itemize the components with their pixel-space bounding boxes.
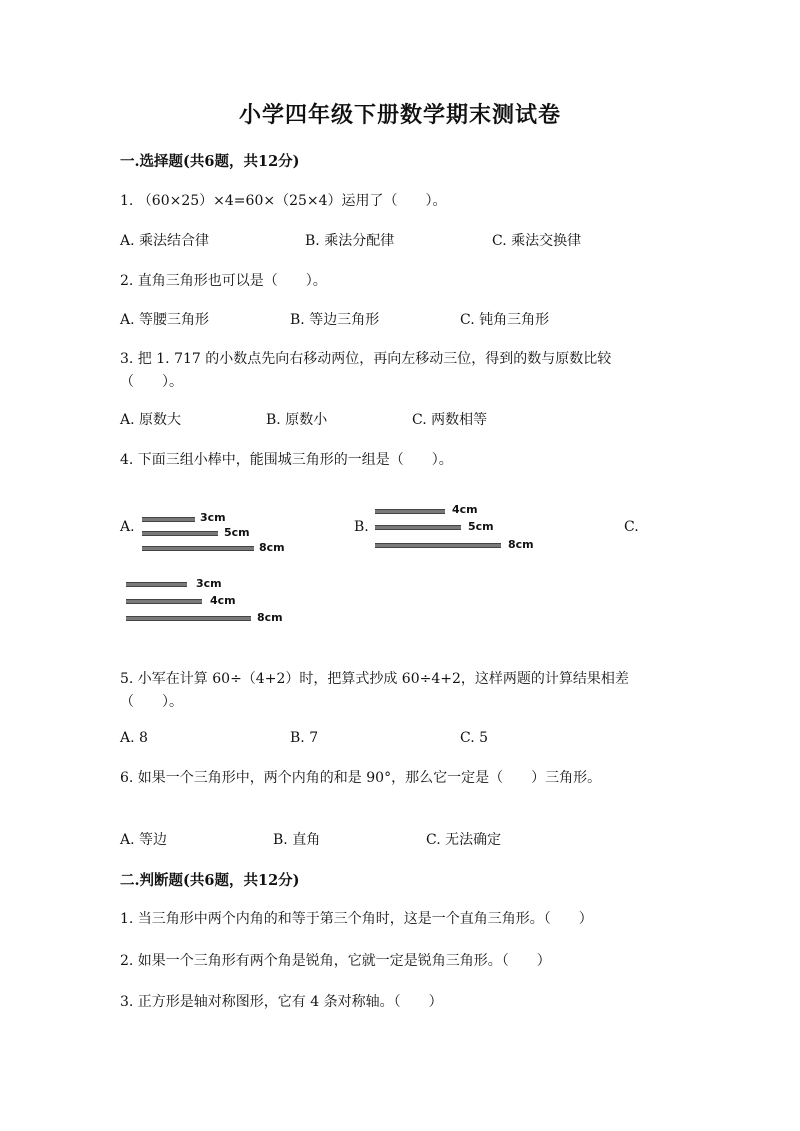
q5-option-a: A. 8: [120, 730, 148, 746]
stick-b-2: [375, 525, 461, 530]
stick-a-3-label: 8cm: [259, 541, 285, 554]
q6-option-c: C. 无法确定: [426, 832, 502, 848]
stick-c-3-label: 8cm: [257, 611, 283, 624]
stick-c-1-label: 3cm: [196, 577, 222, 590]
q4-option-b: B.: [354, 519, 369, 535]
q2-option-c: C. 钝角三角形: [460, 312, 550, 328]
question-2-text: 2. 直角三角形也可以是（ ）。: [120, 273, 327, 289]
stick-a-1: [142, 517, 195, 522]
stick-c-2: [126, 599, 202, 604]
stick-c-3: [126, 616, 251, 621]
question-3-text-line1: 3. 把 1. 717 的小数点先向右移动两位，再向左移动三位，得到的数与原数比较: [120, 351, 612, 367]
q6-option-b: B. 直角: [273, 832, 321, 848]
question-4-text: 4. 下面三组小棒中，能围城三角形的一组是（ ）。: [120, 452, 453, 468]
stick-b-3-label: 8cm: [508, 538, 534, 551]
q5-option-c: C. 5: [460, 730, 489, 746]
judgement-2-text: 2. 如果一个三角形有两个角是锐角，它就一定是锐角三角形。（ ）: [120, 953, 551, 969]
q3-option-c: C. 两数相等: [412, 412, 488, 428]
stick-b-1: [375, 509, 445, 514]
q1-option-b: B. 乘法分配律: [305, 233, 395, 249]
stick-c-2-label: 4cm: [210, 594, 236, 607]
stick-a-2: [142, 531, 218, 536]
q5-option-b: B. 7: [290, 730, 319, 746]
judgement-3-text: 3. 正方形是轴对称图形，它有 4 条对称轴。（ ）: [120, 994, 443, 1010]
question-5-text-line2: （ ）。: [120, 694, 183, 710]
q1-option-a: A. 乘法结合律: [120, 233, 210, 249]
page-title: 小学四年级下册数学期末测试卷: [238, 102, 561, 128]
question-1-text: 1. （60×25）×4=60×（25×4）运用了（ ）。: [120, 193, 447, 209]
q3-option-a: A. 原数大: [120, 412, 182, 428]
judgement-1-text: 1. 当三角形中两个内角的和等于第三个角时，这是一个直角三角形。（ ）: [120, 911, 593, 927]
stick-a-3: [142, 546, 254, 551]
question-3-text-line2: （ ）。: [120, 374, 183, 390]
stick-b-1-label: 4cm: [452, 503, 478, 516]
stick-b-3: [375, 543, 501, 548]
q4-option-a: A.: [120, 519, 135, 535]
section-heading-choice: 一.选择题(共6题，共12分): [120, 153, 300, 170]
stick-c-1: [126, 582, 187, 587]
q3-option-b: B. 原数小: [266, 412, 328, 428]
section-heading-judgement: 二.判断题(共6题，共12分): [120, 872, 300, 889]
q6-option-a: A. 等边: [120, 832, 168, 848]
stick-a-2-label: 5cm: [224, 526, 250, 539]
question-5-text-line1: 5. 小军在计算 60÷（4+2）时，把算式抄成 60÷4+2，这样两题的计算结果相差: [120, 671, 629, 687]
q2-option-b: B. 等边三角形: [290, 312, 380, 328]
stick-a-1-label: 3cm: [200, 511, 226, 524]
q1-option-c: C. 乘法交换律: [492, 233, 582, 249]
q2-option-a: A. 等腰三角形: [120, 312, 210, 328]
q4-option-c: C.: [624, 519, 639, 535]
stick-b-2-label: 5cm: [468, 520, 494, 533]
question-6-text: 6. 如果一个三角形中，两个内角的和是 90°，那么它一定是（ ）三角形。: [120, 770, 602, 786]
